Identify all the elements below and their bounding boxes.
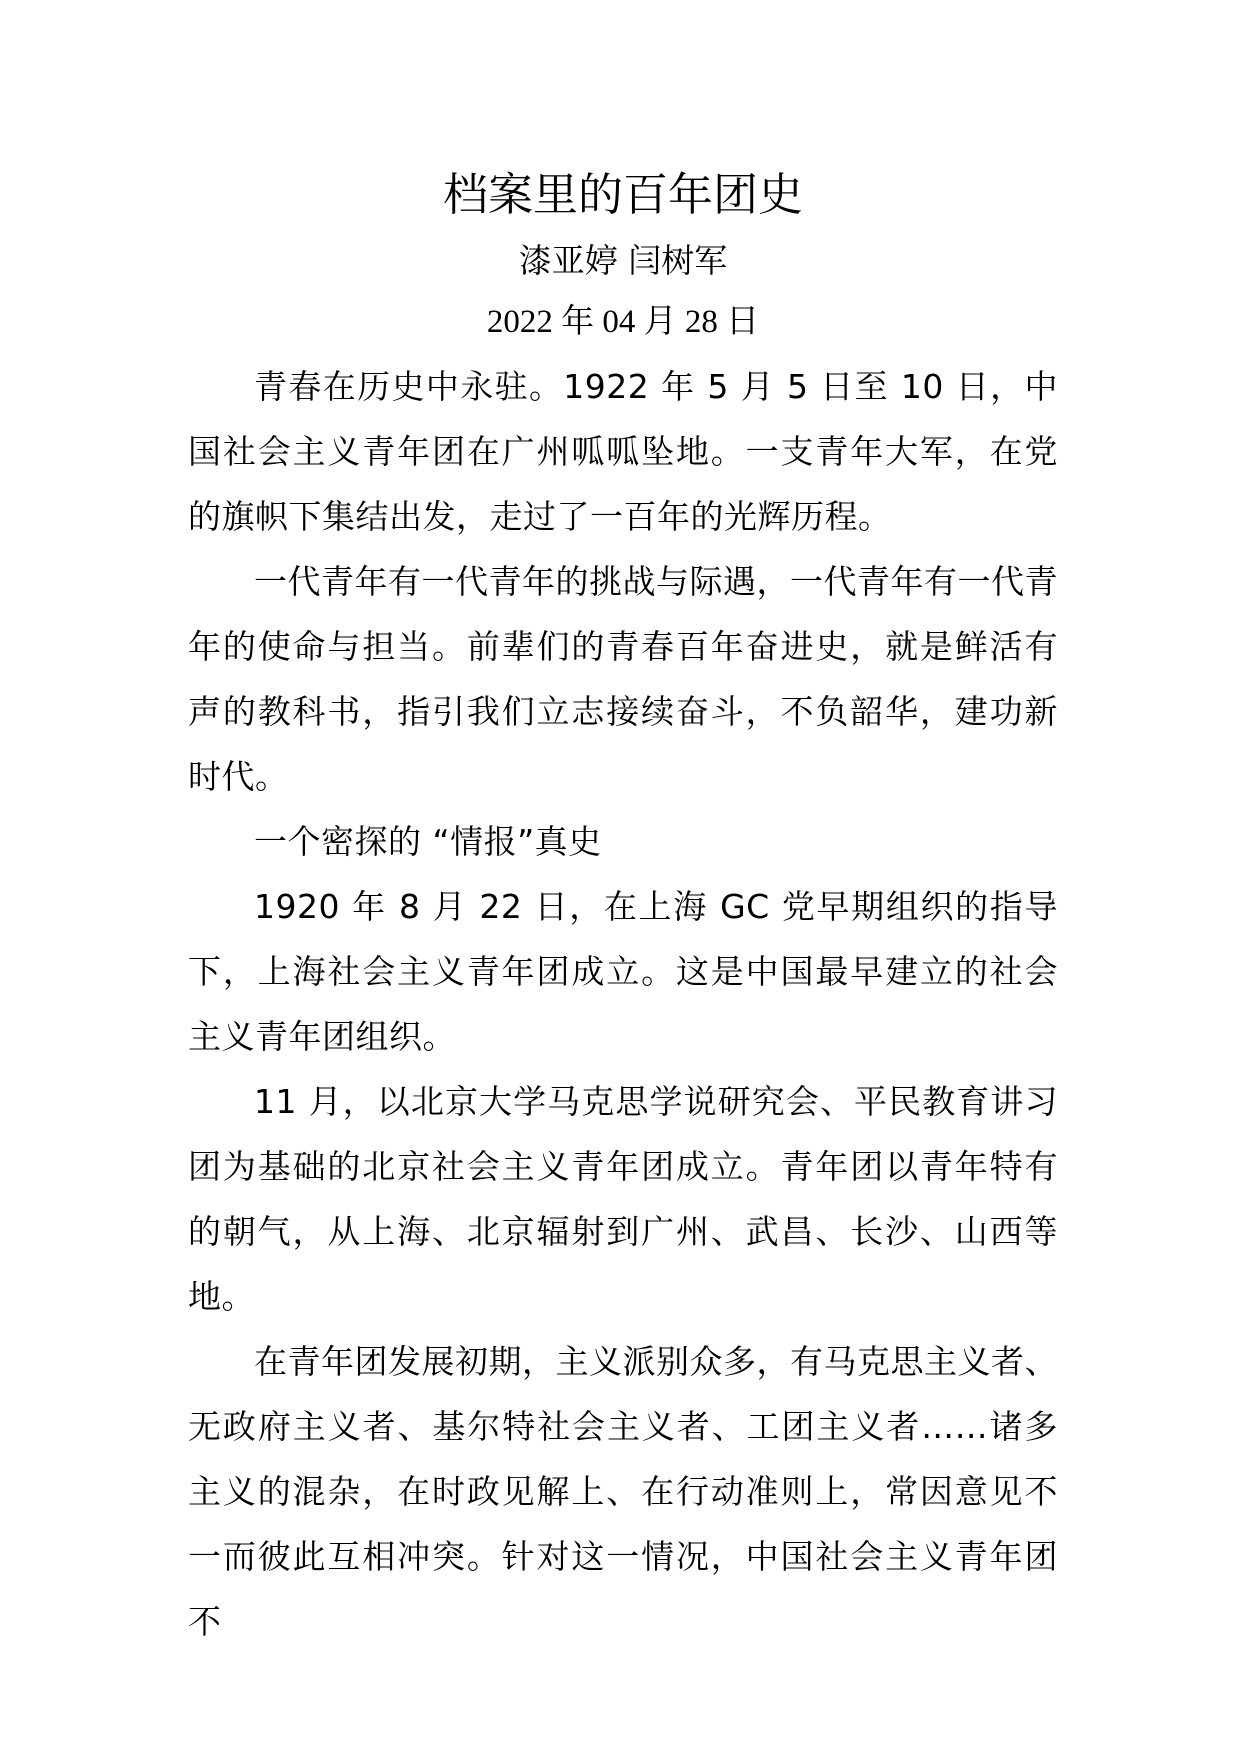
document-date: 2022 年 04 月 28 日 <box>486 304 760 340</box>
paragraph-5: 在青年团发展初期，主义派别众多，有马克思主义者、无政府主义者、基尔特社会主义者、工团主义者……诸多主义的混杂，在时政见解上、在行动准则上，常因意见不一而彼此互相冲突。针对这一情况，中国社会主义青年团不 <box>188 1342 1058 1641</box>
paragraph-4: 11 月，以北京大学马克思学说研究会、平民教育讲习团为基础的北京社会主义青年团成立。青年团以青年特有的朝气，从上海、北京辐射到广州、武昌、长沙、山西等地。 <box>188 1082 1058 1316</box>
section-heading: 一个密探的 “情报”真史 <box>254 822 602 861</box>
paragraph-1: 青春在历史中永驻。1922 年 5 月 5 日至 10 日，中国社会主义青年团在广州呱呱坠地。一支青年大军，在党的旗帜下集结出发，走过了一百年的光辉历程。 <box>188 367 1058 536</box>
document-title: 档案里的百年团史 <box>442 168 803 221</box>
document-page <box>188 160 1058 1654</box>
document-body <box>188 354 1058 1654</box>
document-authors: 漆亚婷 闫树军 <box>518 241 728 280</box>
paragraph-3: 1920 年 8 月 22 日，在上海 GC 党早期组织的指导下，上海社会主义青年团成立。这是中国最早建立的社会主义青年团组织。 <box>188 887 1058 1056</box>
paragraph-2: 一代青年有一代青年的挑战与际遇，一代青年有一代青年的使命与担当。前辈们的青春百年奋进史，就是鲜活有声的教科书，指引我们立志接续奋斗，不负韶华，建功新时代。 <box>188 562 1058 796</box>
